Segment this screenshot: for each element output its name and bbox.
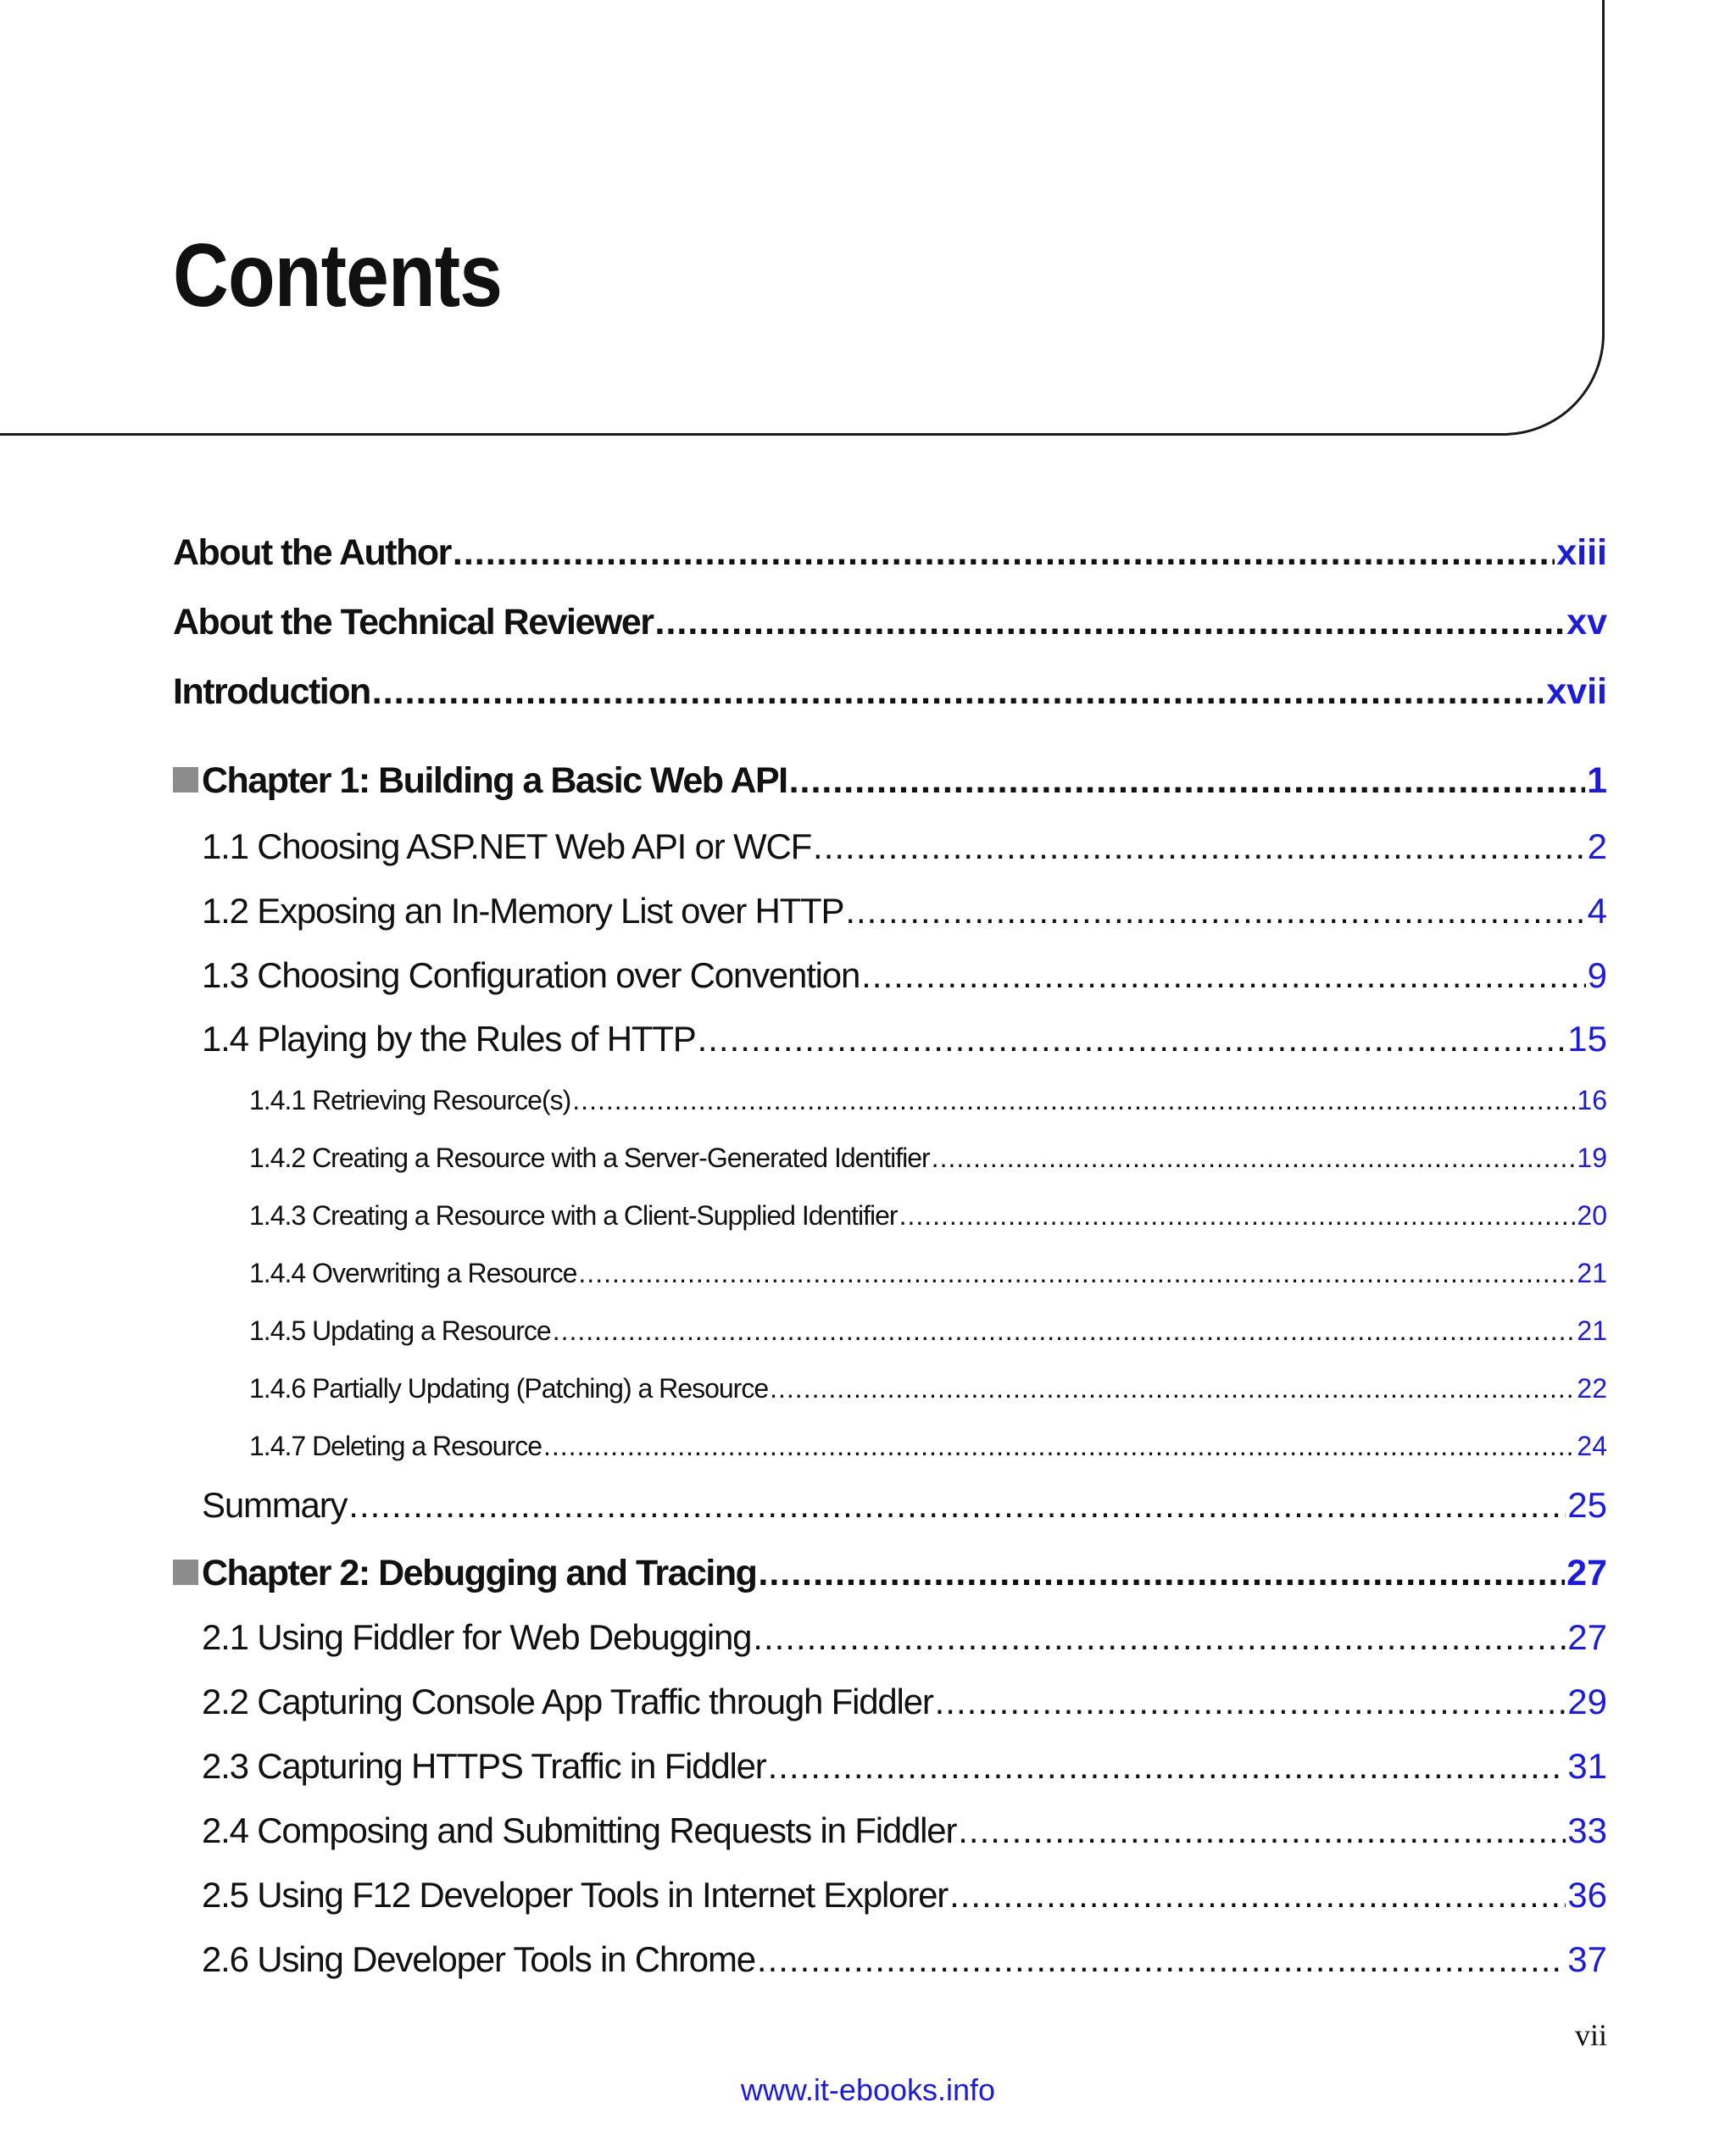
toc-entry[interactable] — [202, 1875, 1607, 1916]
toc-entry-label: 2.6 Using Developer Tools in Chrome — [202, 1939, 755, 1979]
toc-entry[interactable] — [202, 1682, 1607, 1722]
dot-leader — [753, 1617, 1566, 1658]
toc-page-link[interactable]: 22 — [1577, 1373, 1607, 1404]
toc-subentry[interactable] — [249, 1315, 1607, 1347]
dot-leader — [543, 1431, 1575, 1462]
toc-page-link[interactable]: 1 — [1587, 760, 1607, 801]
toc-entry[interactable] — [202, 1746, 1607, 1787]
toc-entry[interactable] — [173, 532, 1607, 574]
dot-leader — [372, 671, 1544, 713]
toc-page-link[interactable]: 24 — [1577, 1431, 1607, 1461]
toc-entry[interactable] — [202, 891, 1607, 931]
dot-leader — [655, 602, 1566, 643]
dot-leader — [698, 1019, 1566, 1059]
toc-subentry-label: 1.4.5 Updating a Resource — [249, 1315, 551, 1346]
dot-leader — [813, 826, 1586, 867]
toc-page-link[interactable]: 16 — [1577, 1085, 1607, 1115]
toc-page-link[interactable]: 29 — [1567, 1682, 1607, 1721]
toc-entry[interactable] — [202, 1617, 1607, 1658]
toc-subentry[interactable] — [249, 1085, 1607, 1116]
toc-entry-label: 2.4 Composing and Submitting Requests in Fiddler — [202, 1810, 957, 1850]
toc-page-link[interactable]: 21 — [1577, 1258, 1607, 1288]
toc-entry-label: About the Author — [173, 532, 451, 573]
toc-entry-label: 1.1 Choosing ASP.NET Web API or WCF — [202, 826, 812, 866]
dot-leader — [935, 1682, 1566, 1722]
toc-chapter-entry[interactable] — [173, 1553, 1607, 1594]
chapter-marker-icon — [173, 767, 198, 792]
toc-page-link[interactable]: 9 — [1587, 955, 1607, 995]
chapter-marker-icon — [173, 1560, 198, 1585]
toc-subentry-label: 1.4.7 Deleting a Resource — [249, 1431, 542, 1461]
toc-page-link[interactable]: 36 — [1567, 1875, 1607, 1915]
toc-entry-label: 2.5 Using F12 Developer Tools in Internet Explorer — [202, 1875, 949, 1915]
toc-subentry[interactable] — [249, 1258, 1607, 1289]
toc-page-link[interactable]: 19 — [1577, 1143, 1607, 1173]
toc-subentry-label: 1.4.6 Partially Updating (Patching) a Resource — [249, 1373, 769, 1404]
toc-entry-label: Summary — [202, 1485, 348, 1525]
dot-leader — [949, 1875, 1566, 1916]
toc-entry-label: 1.3 Choosing Configuration over Convention — [202, 955, 860, 995]
dot-leader — [553, 1315, 1576, 1347]
header-frame — [0, 0, 1605, 436]
toc-subentry-label: 1.4.1 Retrieving Resource(s) — [249, 1085, 571, 1115]
dot-leader — [932, 1143, 1576, 1174]
toc-entry-label: 2.3 Capturing HTTPS Traffic in Fiddler — [202, 1746, 766, 1786]
toc-chapter-label — [173, 1553, 756, 1594]
toc-subentry[interactable] — [249, 1373, 1607, 1404]
dot-leader — [789, 760, 1586, 802]
toc-subentry[interactable] — [249, 1200, 1607, 1232]
toc-page-link[interactable]: 27 — [1566, 1553, 1607, 1593]
toc-chapter-label — [173, 760, 787, 802]
toc-entry-label: Introduction — [173, 671, 370, 712]
toc-subentry[interactable] — [249, 1143, 1607, 1174]
dot-leader — [958, 1810, 1566, 1851]
toc-page-link[interactable]: xv — [1566, 602, 1607, 642]
dot-leader — [768, 1746, 1566, 1787]
toc-subentry[interactable] — [249, 1431, 1607, 1462]
toc-page-link[interactable]: 37 — [1567, 1939, 1607, 1979]
toc-page-link[interactable]: 4 — [1587, 891, 1607, 931]
dot-leader — [770, 1373, 1575, 1404]
dot-leader — [758, 1553, 1565, 1594]
toc-entry-label: About the Technical Reviewer — [173, 602, 654, 642]
dot-leader — [348, 1485, 1566, 1526]
page-title: Contents — [173, 225, 503, 325]
toc-page-link[interactable]: 21 — [1577, 1315, 1607, 1346]
toc-entry-label: 1.2 Exposing an In-Memory List over HTTP — [202, 891, 844, 931]
toc-entry[interactable] — [202, 1810, 1607, 1851]
toc-entry[interactable] — [202, 1019, 1607, 1059]
watermark-link[interactable]: www.it-ebooks.info — [740, 2072, 996, 2107]
toc-page-link[interactable]: 31 — [1567, 1746, 1607, 1786]
toc-page-link[interactable]: xiii — [1556, 532, 1607, 573]
toc-entry[interactable] — [202, 1939, 1607, 1980]
toc-page-link[interactable]: 25 — [1567, 1485, 1607, 1525]
toc-subentry-label: 1.4.3 Creating a Resource with a Client-Supplied Identifier — [249, 1200, 898, 1231]
toc-page-link[interactable]: 2 — [1587, 826, 1607, 866]
dot-leader — [899, 1200, 1576, 1232]
toc-entry[interactable] — [202, 1485, 1607, 1526]
dot-leader — [861, 955, 1586, 996]
dot-leader — [845, 891, 1585, 931]
toc-page-link[interactable]: xvii — [1546, 671, 1607, 712]
toc-page-link[interactable]: 27 — [1567, 1617, 1607, 1657]
toc-subentry-label: 1.4.2 Creating a Resource with a Server-Generated Identifier — [249, 1143, 930, 1173]
toc-subentry-label: 1.4.4 Overwriting a Resource — [249, 1258, 577, 1288]
toc-entry-label: 2.2 Capturing Console App Traffic through Fiddler — [202, 1682, 933, 1721]
toc-entry-label: 1.4 Playing by the Rules of HTTP — [202, 1019, 696, 1059]
toc-chapter-entry[interactable] — [173, 760, 1607, 802]
toc-entry[interactable] — [173, 671, 1607, 713]
chapter-title: Chapter 1: Building a Basic Web API — [202, 760, 787, 801]
toc-entry[interactable] — [202, 955, 1607, 996]
dot-leader — [453, 532, 1555, 574]
toc-entry-label: 2.1 Using Fiddler for Web Debugging — [202, 1617, 752, 1657]
toc-entry[interactable] — [202, 826, 1607, 867]
dot-leader — [572, 1085, 1575, 1116]
toc-page-link[interactable]: 33 — [1567, 1810, 1607, 1850]
toc-page-link[interactable]: 15 — [1567, 1019, 1607, 1059]
toc-entry[interactable] — [173, 602, 1607, 643]
dot-leader — [578, 1258, 1575, 1289]
toc-page-link[interactable]: 20 — [1577, 1200, 1607, 1231]
chapter-title: Chapter 2: Debugging and Tracing — [202, 1553, 757, 1593]
dot-leader — [757, 1939, 1566, 1980]
page-number: vii — [1574, 2018, 1607, 2052]
